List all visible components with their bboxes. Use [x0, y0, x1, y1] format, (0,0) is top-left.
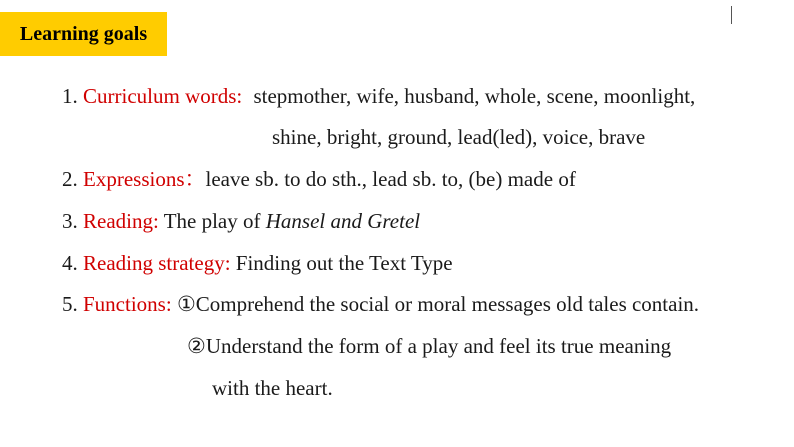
goal-3-text: The play of — [163, 209, 266, 233]
title-banner — [0, 12, 167, 56]
goal-5-number: 5. — [62, 292, 78, 316]
goal-5-item-2-line-2: with the heart. — [212, 376, 333, 400]
goal-3-play-title: Hansel and Gretel — [265, 209, 421, 233]
goal-5-item-2-line-1: ②Understand the form of a play and feel its true meaning — [187, 334, 672, 358]
goal-4-label: Reading strategy: — [83, 251, 231, 275]
goal-2-text: leave sb. to do sth., lead sb. to, (be) made of — [205, 167, 576, 191]
goal-1-number: 1. — [62, 84, 78, 108]
goal-1-text-1: stepmother, wife, husband, whole, scene, moonlight, — [253, 84, 696, 108]
goal-1-label: Curriculum words: — [83, 84, 243, 108]
goal-3-label: Reading: — [83, 209, 159, 233]
goal-1-text-2: shine, bright, ground, lead(led), voice, brave — [272, 125, 646, 149]
page-title: Learning goals — [19, 22, 148, 45]
goal-3 — [62, 208, 420, 234]
goal-4-number: 4. — [62, 251, 78, 275]
goal-5-label: Functions: — [83, 292, 172, 316]
goal-1-line-2 — [272, 124, 645, 150]
goal-5-line-3 — [212, 375, 333, 401]
goal-4-text: Finding out the Text Type — [235, 251, 453, 275]
goal-3-number: 3. — [62, 209, 78, 233]
goal-5-item-1: ①Comprehend the social or moral messages old tales contain. — [176, 292, 700, 316]
goal-2-label: Expressions： — [83, 167, 206, 191]
goal-2 — [62, 166, 576, 192]
goal-2-number: 2. — [62, 167, 78, 191]
goal-5-line-1 — [62, 291, 699, 317]
goal-4 — [62, 250, 453, 276]
corner-divider — [731, 6, 732, 24]
goal-1-line-1 — [62, 83, 695, 109]
goal-5-line-2 — [187, 333, 671, 359]
